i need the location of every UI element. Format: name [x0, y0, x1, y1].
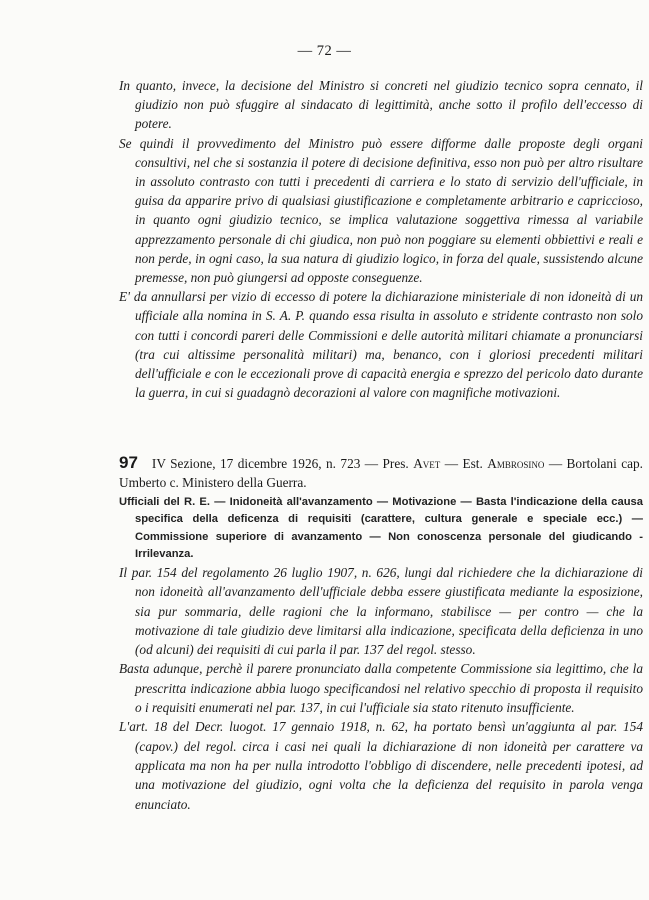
paragraph-a2: Se quindi il provvedimento del Ministro può essere difforme dalle proposte degli organi consultivi, nel che si sostanzia il potere di decisione definitiva, esso non può per altro risultare in assoluto contrasto con tutti i precedenti di carriera e lo stato di servizio dell'ufficiale, in guisa da apparire privo di qualsiasi giustificazione e completamente arbitrario e capriccioso, in quanto ogni giudizio tecnico, se implica valutazione soggettiva rimessa al variabile apprezzamento personale di chi giudica, non può non poggiare su elementi obbiettivi e reali e non perde, in ogni caso, la sua natura di giudizio logico, in forza del quale, sussistendo alcune premesse, non può giungersi ad opposte conseguenze.: [119, 135, 643, 286]
entry-parties: — Bortolani cap. Umberto c. Ministero della Guerra.: [119, 456, 643, 490]
section-b: [119, 563, 643, 814]
section-a: [119, 76, 643, 402]
entry-court: IV Sezione, 17 dicembre 1926, n. 723 — Pres.: [151, 456, 414, 471]
paragraph-b1: Il par. 154 del regolamento 26 luglio 1907, n. 626, lungi dal richiedere che la dichiarazione di non idoneità all'avanzamento dell'ufficiale debba essere giustificata mediante la esposizione, sia pur sommaria, delle ragioni che la informano, stabilisce — per contro — che la motivazione di tale giudizio deve limitarsi alla indicazione, specificata della deficienza in uno (od alcuni) dei requisiti di cui parla il par. 137 del regol. stesso.: [119, 565, 643, 658]
entry-estensore: Ambrosino: [487, 456, 545, 471]
entry-president: Avet: [413, 456, 441, 471]
entry-summary: Ufficiali del R. E. — Inidoneità all'avanzamento — Motivazione — Basta l'indicazione della causa specifica della deficenza di requisiti (carattere, cultura generale e speciale ecc.) — Commissione superiore di avanzamento — Non conoscenza personale del giudicando - Irrilevanza.: [119, 496, 643, 561]
paragraph-b2: Basta adunque, perchè il parere pronunciato dalla competente Commissione sia legittimo, che la prescritta indicazione abbia luogo specificandosi nel relativo specchio di proposta il requisito o i requisiti enumerati nel par. 137, in cui l'ufficiale sia stato ritenuto insufficiente.: [119, 661, 643, 716]
paragraph-a1: In quanto, invece, la decisione del Ministro si concreti nel giudizio tecnico sopra cennato, il giudizio non può sfuggire al sindacato di legittimità, anche sotto il profilo dell'eccesso di potere.: [119, 78, 643, 132]
page-number: — 72 —: [297, 43, 352, 59]
entry-sep: — Est.: [440, 456, 488, 471]
entry-number: 97: [119, 453, 138, 472]
entry-heading: [119, 453, 643, 492]
paragraph-b3: L'art. 18 del Decr. luogot. 17 gennaio 1918, n. 62, ha portato bensì un'aggiunta al par. 154 (capov.) del regol. circa i casi nei quali la dichiarazione di non idoneità per carattere va applicata ma non ha per nulla introdotto l'obbligo di discendere, nelle precedenti ipotesi, ad una motivazione del giudizio, ogni volta che la deficienza del requisito in parola venga enunciato.: [119, 719, 643, 812]
paragraph-a3: E' da annullarsi per vizio di eccesso di potere la dichiarazione ministeriale di non idoneità di un ufficiale alla nomina in S. A. P. quando essa risulta in assoluto e stridente contrasto non solo con tutti i concordi pareri delle Commissioni e delle autorità militari chiamate a pronunciarsi (tra cui altissime personalità militari) ma, benanco, con i gloriosi precedenti militari dell'ufficiale e con le eccezionali prove di capacità energia e sprezzo del pericolo dato durante la guerra, in cui si guadagnò decorazioni al valore con magnifiche motivazioni.: [119, 289, 643, 401]
